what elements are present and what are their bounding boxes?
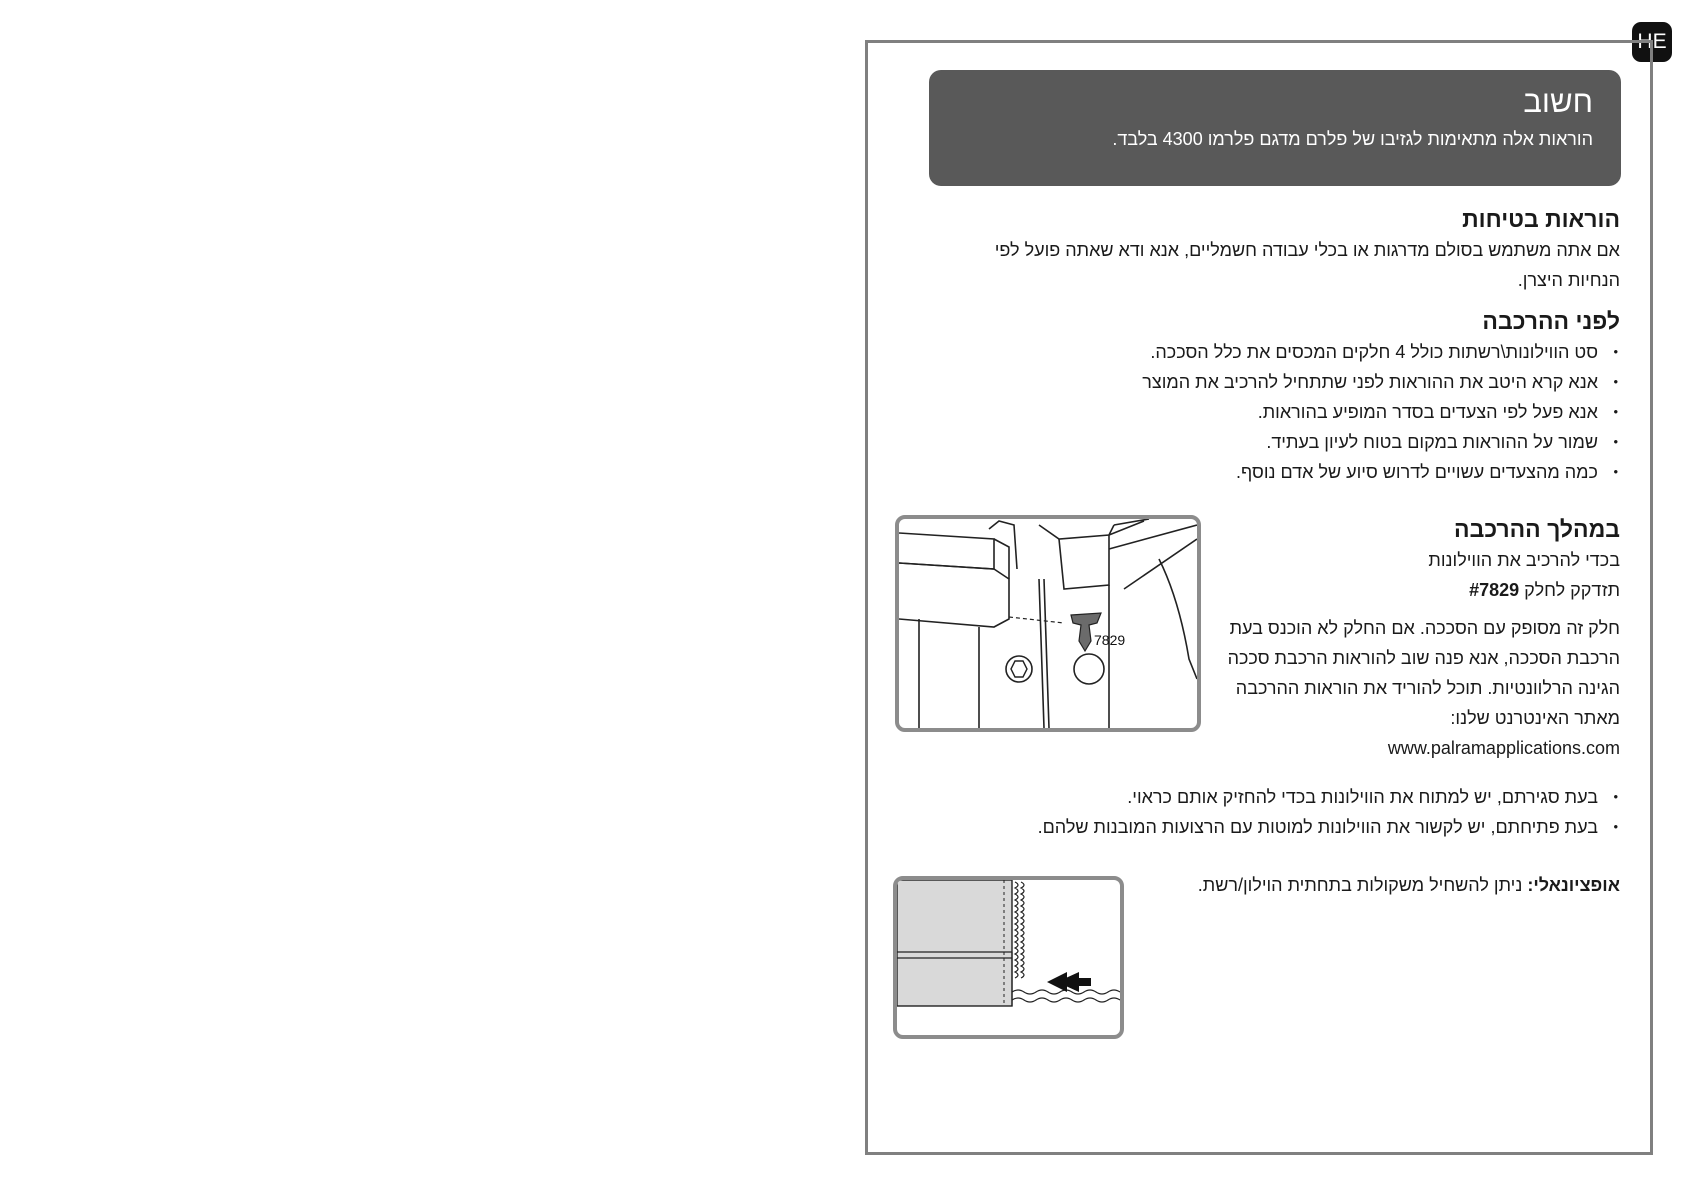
bolt-icon [1006, 656, 1032, 682]
gazebo-clip-illustration [899, 519, 1197, 728]
list-item: • בעת סגירתם, יש למתוח את הווילונות בכדי להחזיק אותם כראוי. [960, 782, 1620, 812]
during-section [1210, 513, 1620, 763]
before-section [960, 305, 1620, 487]
important-text: הוראות אלה מתאימות לגזיבו של פלרם מדגם פלרמו 4300 בלבד. [1112, 129, 1593, 149]
during-line2 [1210, 575, 1620, 605]
during-paragraph: חלק זה מסופק עם הסככה. אם החלק לא הוכנס בעת הרכבת הסככה, אנא פנה שוב להוראות הרכבת סככה הגינה הרלוונטיות. תוכל להוריד את הוראות ההרכבה מאתר האינטרנט שלנו: [1227, 618, 1620, 728]
before-title: לפני ההרכבה [1482, 308, 1620, 334]
website-link[interactable]: www.palramapplications.com [1387, 738, 1620, 758]
curtain-weight-illustration [897, 880, 1120, 1035]
weights-figure [893, 876, 1124, 1039]
list-item: • אנא קרא היטב את ההוראות לפני שתתחיל להרכיב את המוצר [960, 367, 1620, 397]
list-item: • כמה מהצעדים עשויים לדרוש סיוע של אדם נוסף. [960, 457, 1620, 487]
important-title: חשוב [1523, 84, 1593, 119]
during-line1: בכדי להרכיב את הווילונות [1428, 550, 1620, 570]
optional-note [1120, 870, 1620, 900]
list-item: • אנא פעל לפי הצעדים בסדר המופיע בהוראות. [960, 397, 1620, 427]
safety-text: אם אתה משתמש בסולם מדרגות או בכלי עבודה חשמליים, אנא ודא שאתה פועל לפי הנחיות היצרן. [994, 240, 1620, 290]
list-item: • שמור על ההוראות במקום בטוח לעיון בעתיד. [960, 427, 1620, 457]
part-prefix: תזדקק לחלק [1519, 580, 1620, 600]
clip-figure [895, 515, 1201, 732]
list-item: • בעת פתיחתם, יש לקשור את הווילונות למוטות עם הרצועות המובנות שלהם. [960, 812, 1620, 842]
list-item: • סט הווילונות\רשתות כולל 4 חלקים המכסים את כלל הסככה. [960, 337, 1620, 367]
language-badge: HE [1632, 22, 1672, 62]
safety-section [960, 203, 1620, 295]
figure-part-label: 7829 [1094, 632, 1126, 648]
part-number: #7829 [1469, 580, 1520, 600]
optional-label: אופציונאלי: [1527, 875, 1620, 895]
during-title: במהלך ההרכבה [1454, 516, 1620, 542]
before-list [960, 337, 1620, 487]
during-list-section [960, 782, 1620, 842]
during-list [960, 782, 1620, 842]
important-notice [929, 70, 1621, 186]
safety-title: הוראות בטיחות [1462, 206, 1620, 232]
optional-text: ניתן להשחיל משקולות בתחתית הוילון/רשת. [1197, 875, 1528, 895]
